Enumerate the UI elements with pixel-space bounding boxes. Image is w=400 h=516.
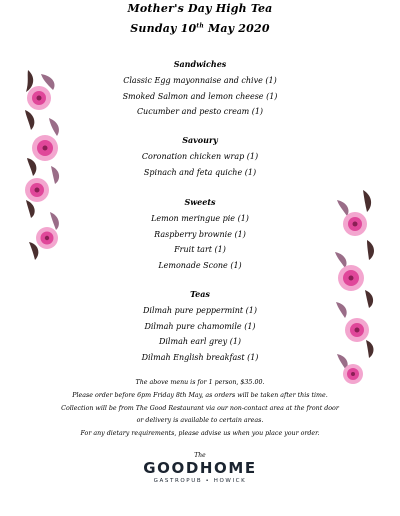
menu-item: Raspberry brownie (1) (154, 229, 246, 239)
date-prefix: Sunday 10 (130, 22, 197, 35)
section-heading: Sweets (184, 197, 216, 207)
section-heading: Teas (190, 289, 210, 299)
menu-title-line2 (0, 22, 400, 35)
menu-item: Spinach and feta quiche (1) (143, 167, 257, 177)
section-sweets (60, 197, 340, 273)
section-savoury (60, 135, 340, 180)
menu-item: Lemon meringue pie (1) (151, 214, 249, 223)
flower-border-left (23, 70, 63, 260)
section-sandwiches (60, 59, 340, 120)
menu-item: Dilmah English breakfast (1) (141, 352, 259, 362)
goodhome-logo (120, 452, 280, 486)
logo-tagline: GASTROPUB • HOWICK (153, 478, 247, 484)
note-line: Collection will be from The Good Restaurant via our non-contact area at the front door (61, 404, 339, 412)
menu-item: Dilmah pure chamomile (1) (144, 321, 256, 331)
note-line: For any dietary requirements, please advise us when you place your order. (80, 430, 320, 438)
section-heading: Savoury (182, 135, 218, 145)
order-notes (20, 377, 380, 441)
title-text: Mother's Day High Tea (127, 2, 273, 15)
menu-item: Coronation chicken wrap (1) (141, 152, 259, 161)
note-line: or delivery is available to certain areas. (136, 417, 264, 425)
menu-item: Dilmah earl grey (1) (158, 337, 242, 346)
date-suffix: May 2020 (203, 22, 270, 35)
menu-title-line1 (0, 2, 400, 15)
date-sup: th (196, 22, 204, 30)
section-teas (60, 289, 340, 365)
menu-item: Classic Egg mayonnaise and chive (1) (123, 76, 277, 85)
note-line: The above menu is for 1 person, $35.00. (135, 379, 265, 386)
logo-the: The (194, 452, 206, 459)
menu-item: Smoked Salmon and lemon cheese (1) (122, 91, 278, 101)
flower-border-right (333, 190, 376, 385)
section-heading: Sandwiches (173, 59, 227, 69)
menu-item: Lemonade Scone (1) (158, 260, 242, 270)
menu-item: Cucumber and pesto cream (1) (136, 107, 264, 116)
note-line: Please order before 6pm Friday 8th May, as orders will be taken after this time. (72, 391, 328, 399)
menu-item: Dilmah pure peppermint (1) (143, 306, 257, 315)
logo-name: GOODHOME (143, 459, 257, 477)
menu-item: Fruit tart (1) (174, 245, 226, 254)
